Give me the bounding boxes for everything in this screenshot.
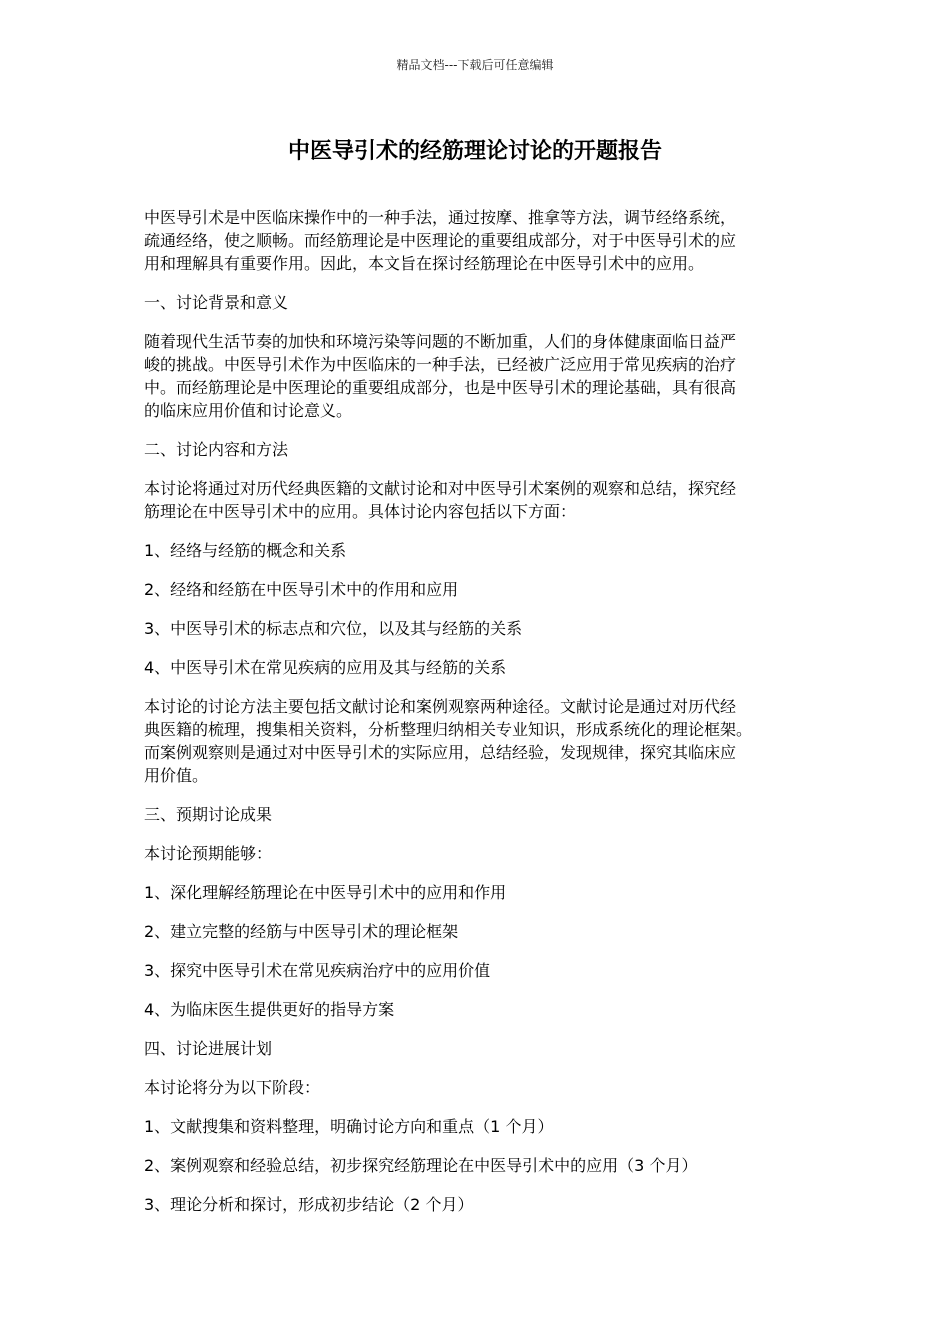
content-intro-line: 筋理论在中医导引术中的应用。具体讨论内容包括以下方面： xyxy=(144,502,577,521)
content-list-item: 2、经络和经筋在中医导引术中的作用和应用 xyxy=(144,580,459,599)
intro-paragraph xyxy=(144,206,806,275)
content-list-item: 1、经络与经筋的概念和关系 xyxy=(144,541,347,560)
outcomes-intro: 本讨论预期能够： xyxy=(144,844,273,863)
background-line: 的临床应用价值和讨论意义。 xyxy=(144,401,353,420)
background-line: 中。而经筋理论是中医理论的重要组成部分，也是中医导引术的理论基础，具有很高 xyxy=(144,378,737,397)
method-paragraph xyxy=(144,695,806,787)
method-line: 用价值。 xyxy=(144,766,209,785)
content-intro-line: 本讨论将通过对历代经典医籍的文献讨论和对中医导引术案例的观察和总结，探究经 xyxy=(144,479,737,498)
section-heading-plan: 四、讨论进展计划 xyxy=(144,1039,273,1058)
content-list-item: 3、中医导引术的标志点和穴位，以及其与经筋的关系 xyxy=(144,619,523,638)
plan-list-item: 3、理论分析和探讨，形成初步结论（2 个月） xyxy=(144,1195,474,1214)
plan-list-item: 2、案例观察和经验总结，初步探究经筋理论在中医导引术中的应用（3 个月） xyxy=(144,1156,698,1175)
section-heading-outcomes: 三、预期讨论成果 xyxy=(144,805,273,824)
outcomes-list-item: 1、深化理解经筋理论在中医导引术中的应用和作用 xyxy=(144,883,507,902)
outcomes-list-item: 4、为临床医生提供更好的指导方案 xyxy=(144,1000,395,1019)
section-heading-content: 二、讨论内容和方法 xyxy=(144,440,289,459)
plan-list-item: 1、文献搜集和资料整理，明确讨论方向和重点（1 个月） xyxy=(144,1117,554,1136)
method-line: 而案例观察则是通过对中医导引术的实际应用，总结经验，发现规律，探究其临床应 xyxy=(144,743,737,762)
content-list-item: 4、中医导引术在常见疾病的应用及其与经筋的关系 xyxy=(144,658,507,677)
plan-intro: 本讨论将分为以下阶段： xyxy=(144,1078,321,1097)
document-title: 中医导引术的经筋理论讨论的开题报告 xyxy=(287,139,662,164)
header-note: 精品文档---下载后可任意编辑 xyxy=(396,58,554,72)
intro-line: 中医导引术是中医临床操作中的一种手法，通过按摩、推拿等方法，调节经络系统， xyxy=(144,208,737,227)
outcomes-list-item: 2、建立完整的经筋与中医导引术的理论框架 xyxy=(144,922,459,941)
method-line: 典医籍的梳理，搜集相关资料，分析整理归纳相关专业知识，形成系统化的理论框架。 xyxy=(144,720,753,739)
outcomes-list-item: 3、探究中医导引术在常见疾病治疗中的应用价值 xyxy=(144,961,491,980)
content-intro-paragraph xyxy=(144,477,806,523)
document-body xyxy=(144,206,806,1232)
background-paragraph xyxy=(144,330,806,422)
section-heading-background: 一、讨论背景和意义 xyxy=(144,293,289,312)
method-line: 本讨论的讨论方法主要包括文献讨论和案例观察两种途径。文献讨论是通过对历代经 xyxy=(144,697,737,716)
background-line: 峻的挑战。中医导引术作为中医临床的一种手法，已经被广泛应用于常见疾病的治疗 xyxy=(144,355,737,374)
intro-line: 疏通经络，使之顺畅。而经筋理论是中医理论的重要组成部分，对于中医导引术的应 xyxy=(144,231,737,250)
intro-line: 用和理解具有重要作用。因此，本文旨在探讨经筋理论在中医导引术中的应用。 xyxy=(144,254,705,273)
background-line: 随着现代生活节奏的加快和环境污染等问题的不断加重，人们的身体健康面临日益严 xyxy=(144,332,737,351)
